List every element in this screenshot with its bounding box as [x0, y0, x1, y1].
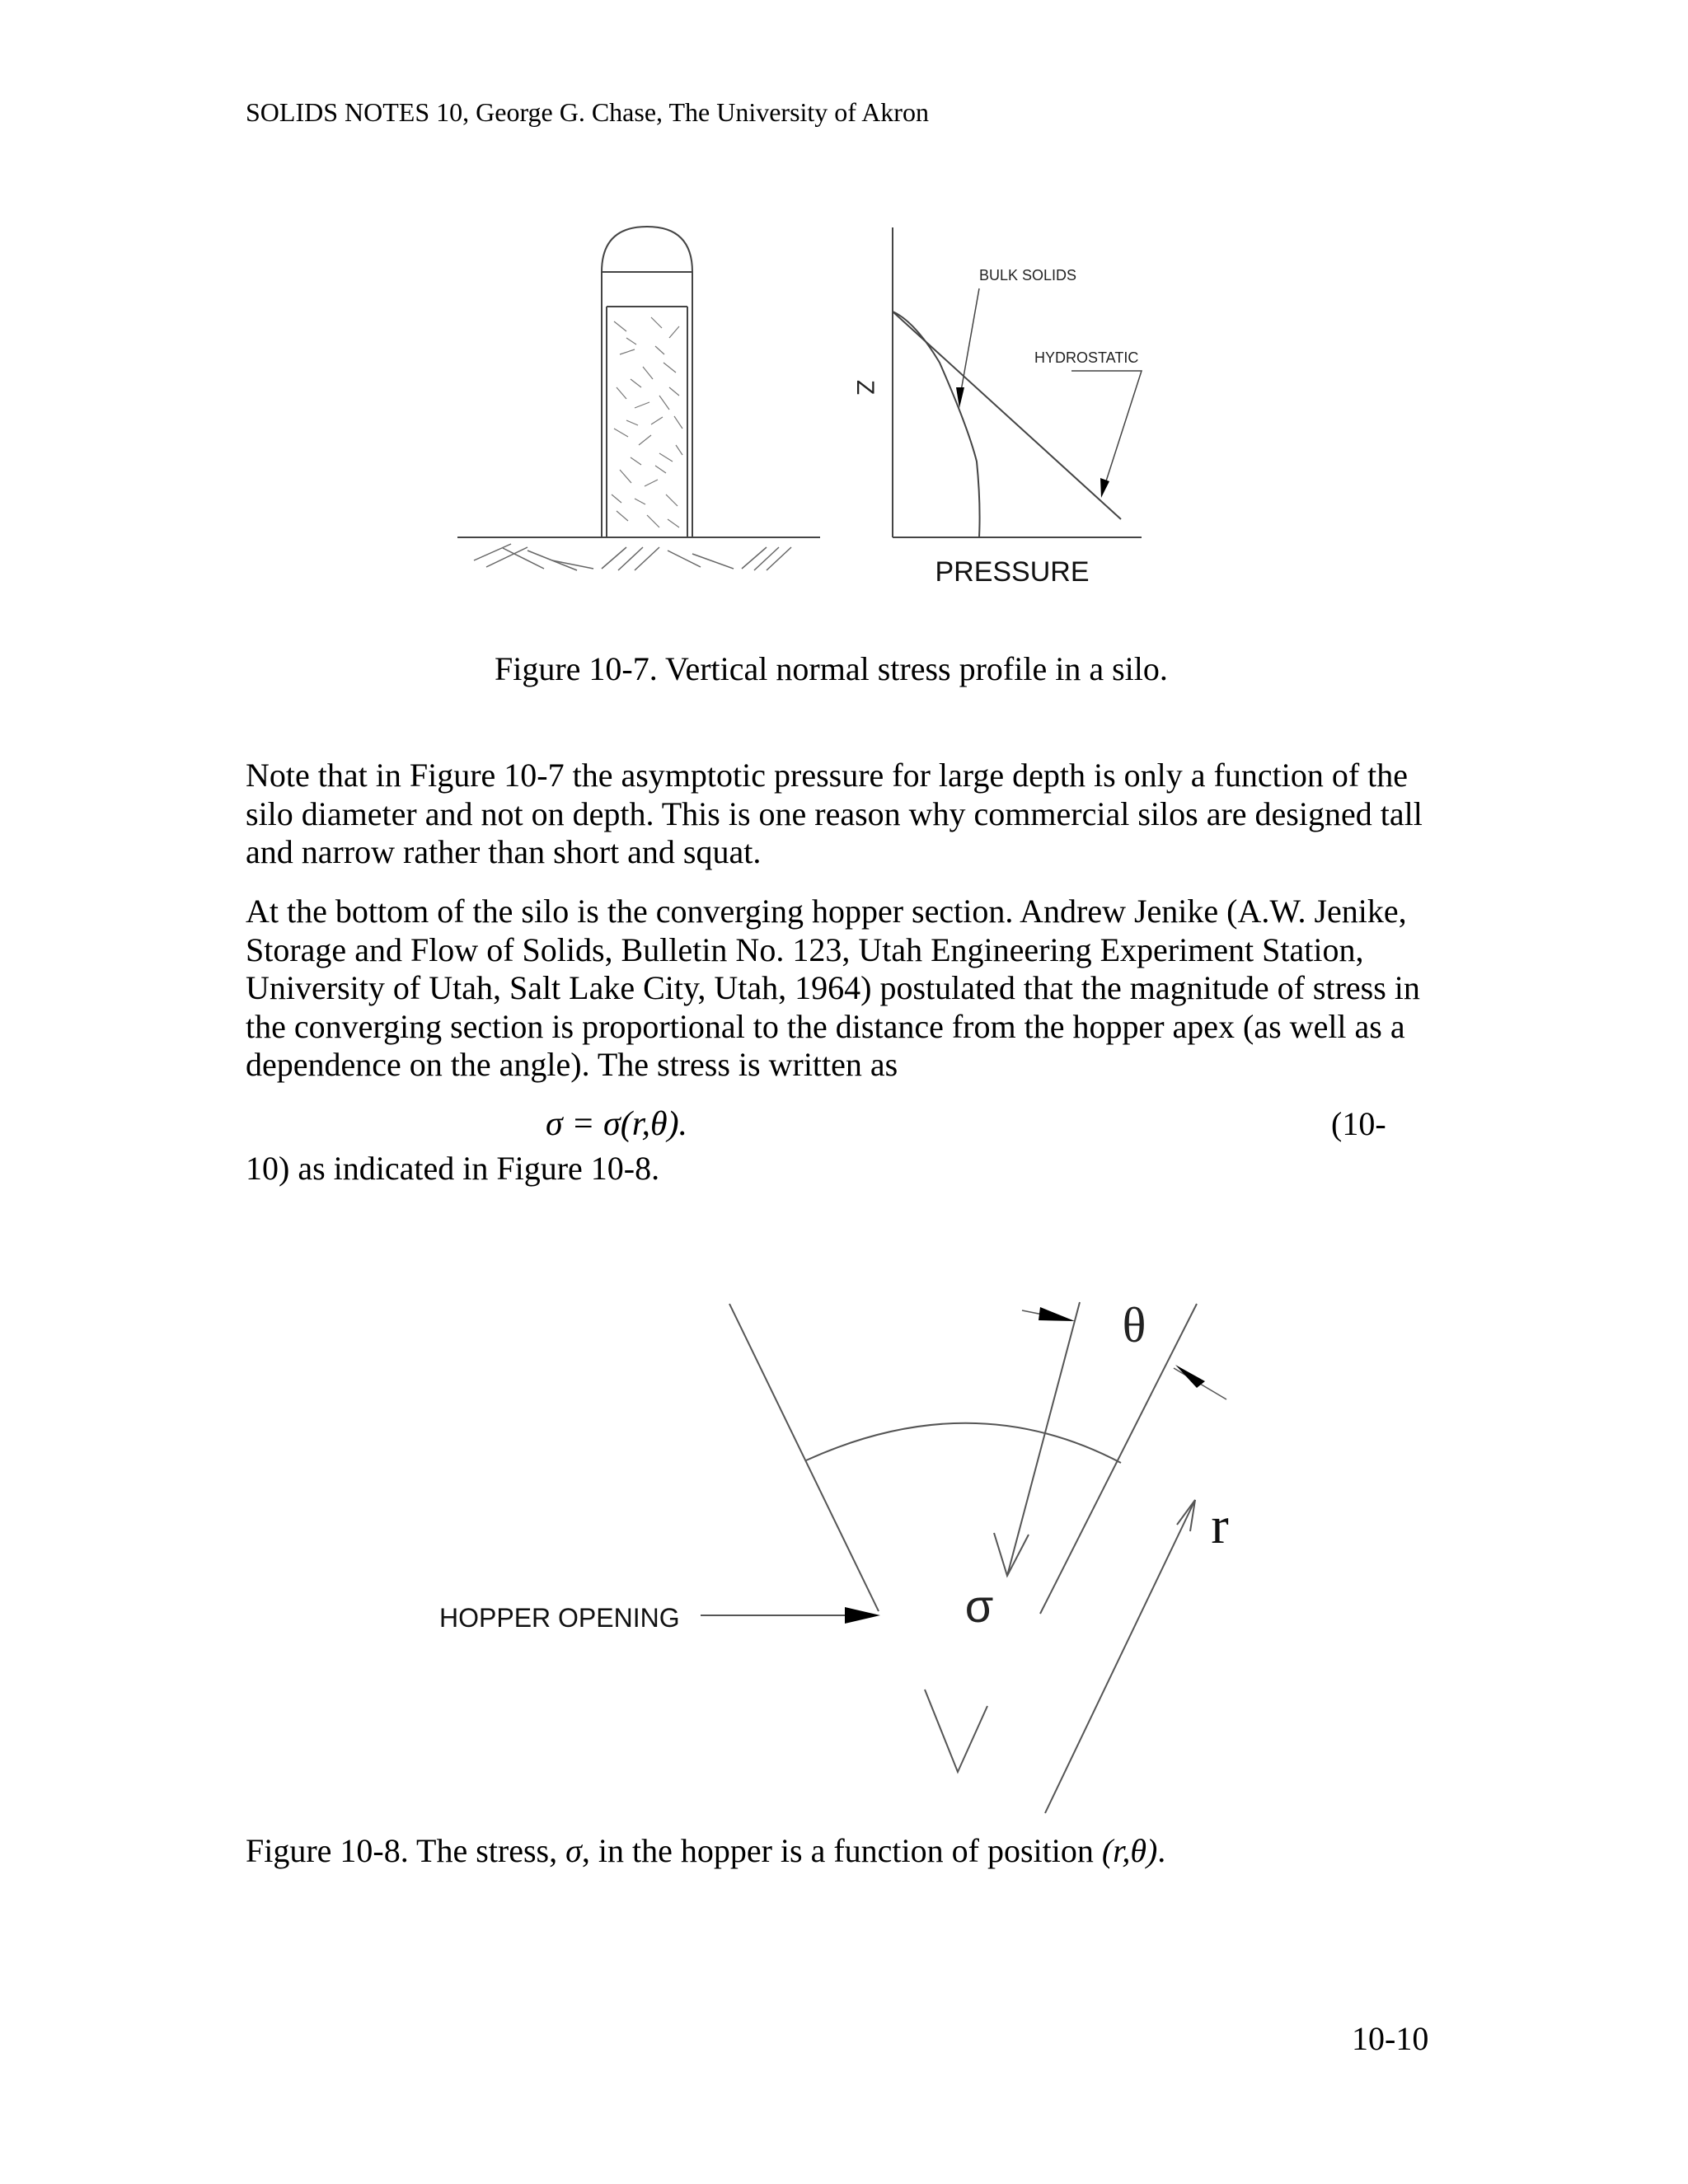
- equation-continuation: 10) as indicated in Figure 10-8.: [246, 1150, 660, 1187]
- bulk-solids-label: BULK SOLIDS: [979, 267, 1077, 284]
- hopper-opening-arrowhead: [845, 1607, 880, 1624]
- sigma-vector: [1007, 1302, 1080, 1576]
- caption-position: (r,θ): [1101, 1832, 1158, 1869]
- r-axis-line: [1045, 1500, 1195, 1813]
- hopper-left-wall: [729, 1304, 879, 1611]
- r-arrowhead: [1177, 1500, 1195, 1531]
- caption-prefix: Figure 10-8. The stress,: [246, 1832, 566, 1869]
- theta-right-arrowhead: [1175, 1365, 1205, 1388]
- sigma-label: σ: [964, 1580, 994, 1632]
- page-number: 10-10: [1352, 2020, 1429, 2057]
- figure-10-8-caption: [246, 1831, 1165, 1870]
- theta-label: θ: [1122, 1298, 1146, 1352]
- paragraph-asymptotic: Note that in Figure 10-7 the asymptotic pressure for large depth is only a function of the silo diameter and not on depth. This is one reason why commercial silos are designed tall and narrow rather than short and squat.: [246, 757, 1423, 870]
- theta-left-arrowhead: [1039, 1307, 1075, 1321]
- paragraph-jenike: At the bottom of the silo is the converging hopper section. Andrew Jenike (A.W. Jenike, Storage and Flow of Solids, Bulletin No. 123, Utah Engineering Experiment Station, University of Utah, Salt Lake City, Utah, 1964) postulated that the magnitude of stress in the converging section is proportional to the distance from the hopper apex (as well as a dependence on the angle). The stress is written as: [246, 893, 1420, 1083]
- caption-sigma: σ: [565, 1832, 582, 1869]
- figure-10-7-caption: Figure 10-7. Vertical normal stress profile in a silo.: [495, 650, 1168, 687]
- pressure-axis-label: PRESSURE: [935, 556, 1090, 588]
- r-label: r: [1211, 1496, 1229, 1554]
- sigma-arrowhead: [994, 1533, 1029, 1576]
- caption-end: .: [1157, 1832, 1166, 1869]
- axis-z-label: Z: [851, 379, 879, 396]
- hopper-opening-label: HOPPER OPENING: [439, 1603, 680, 1633]
- caption-middle: , in the hopper is a function of position: [581, 1832, 1102, 1869]
- hydrostatic-label: HYDROSTATIC: [1034, 349, 1139, 366]
- hopper-right-wall: [1040, 1304, 1197, 1614]
- running-header: SOLIDS NOTES 10, George G. Chase, The University of Akron: [246, 97, 929, 127]
- arc-line: [806, 1423, 1121, 1463]
- equation-number: (10-: [1331, 1105, 1386, 1142]
- equation-stress: σ = σ(r,θ).: [546, 1105, 688, 1143]
- hopper-apex-sketch: [925, 1690, 987, 1772]
